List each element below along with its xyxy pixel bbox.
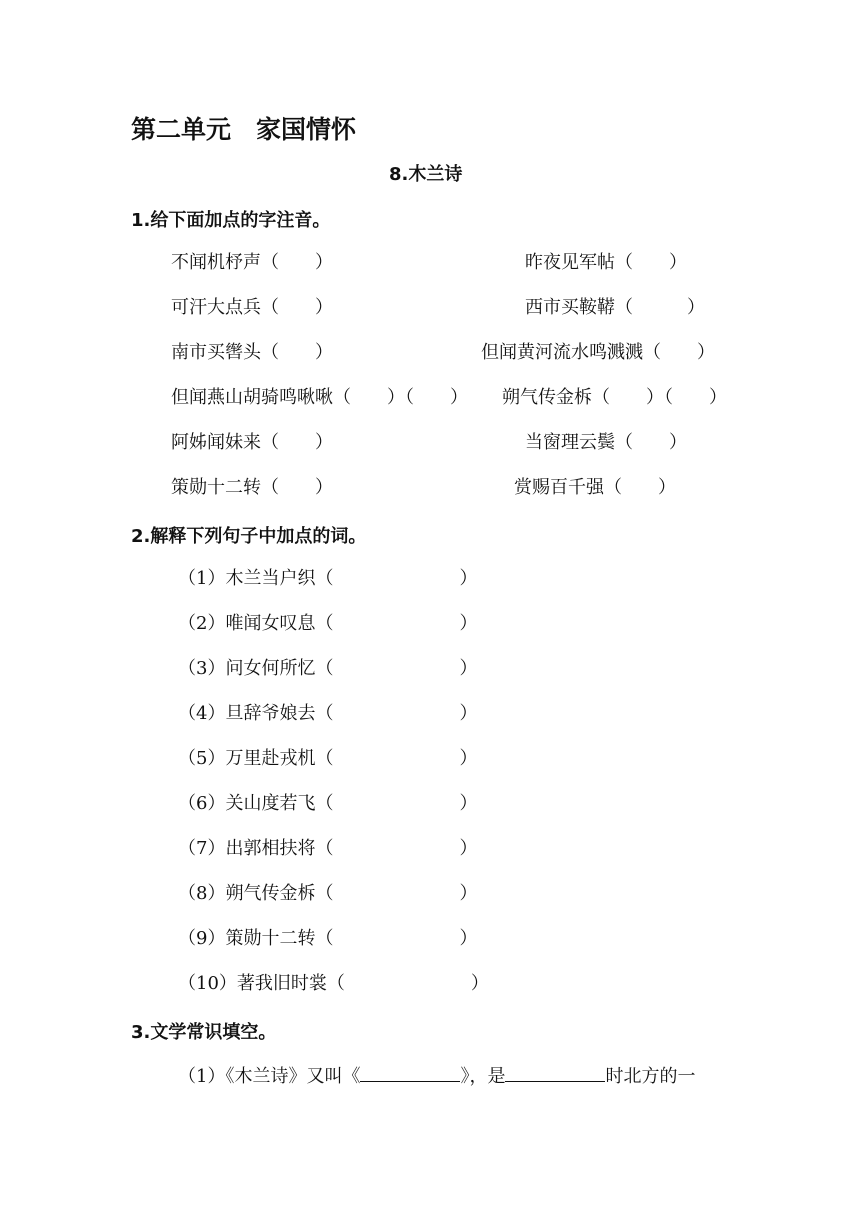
pinyin-item: 昨夜见军帖（ ） xyxy=(525,252,687,273)
section-2-title: 2.解释下列句子中加点的词。 xyxy=(131,526,367,547)
pinyin-item: 西市买鞍鞯（ ） xyxy=(525,297,705,318)
explain-item: （3）问女何所忆（ ） xyxy=(178,658,478,679)
explain-item: （1）木兰当户织（ ） xyxy=(178,568,478,589)
answer-blank[interactable] xyxy=(360,1063,460,1082)
pinyin-item: 不闻机杼声（ ） xyxy=(171,252,333,273)
fill-in-text: 》，是 xyxy=(460,1066,506,1087)
fill-in-text: （1）《木兰诗》又叫《 xyxy=(178,1066,361,1087)
pinyin-item: 赏赐百千强（ ） xyxy=(514,477,676,498)
pinyin-item: 阿姊闻妹来（ ） xyxy=(171,432,333,453)
pinyin-item: 但闻黄河流水鸣溅溅（ ） xyxy=(481,342,715,363)
lesson-title: 8.木兰诗 xyxy=(389,164,463,185)
explain-item: （6）关山度若飞（ ） xyxy=(178,793,478,814)
pinyin-item: 策勋十二转（ ） xyxy=(171,477,333,498)
pinyin-item: 但闻燕山胡骑鸣啾啾（ ）（ ） xyxy=(171,387,468,408)
section-1-title: 1.给下面加点的字注音。 xyxy=(131,210,331,231)
fill-in-text: 时北方的一 xyxy=(605,1066,696,1087)
answer-blank[interactable] xyxy=(505,1063,605,1082)
fill-in-item xyxy=(178,1062,695,1088)
pinyin-item: 朔气传金柝（ ）（ ） xyxy=(502,387,727,408)
pinyin-item: 当窗理云鬓（ ） xyxy=(525,432,687,453)
explain-item: （7）出郭相扶将（ ） xyxy=(178,838,478,859)
explain-item: （2）唯闻女叹息（ ） xyxy=(178,613,478,634)
explain-item: （8）朔气传金柝（ ） xyxy=(178,883,478,904)
pinyin-item: 南市买辔头（ ） xyxy=(171,342,333,363)
unit-title: 第二单元 家国情怀 xyxy=(131,115,357,144)
explain-item: （5）万里赴戎机（ ） xyxy=(178,748,478,769)
explain-item: （10）著我旧时裳（ ） xyxy=(178,973,489,994)
section-3-title: 3.文学常识填空。 xyxy=(131,1022,277,1043)
explain-item: （4）旦辞爷娘去（ ） xyxy=(178,703,478,724)
explain-item: （9）策勋十二转（ ） xyxy=(178,928,478,949)
pinyin-item: 可汗大点兵（ ） xyxy=(171,297,333,318)
